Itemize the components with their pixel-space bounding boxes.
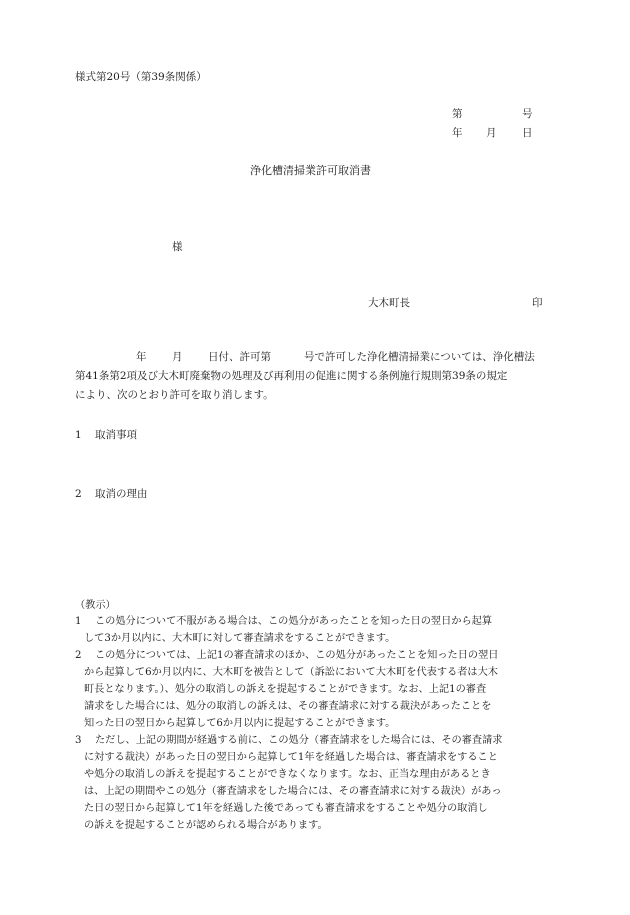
item-label: 取消事項 [95,429,137,441]
notice-3-line-6: の訴えを提起することが認められる場合があります。 [84,820,328,831]
notice-2-line-2: から起算して6か月以内に、大木町を被告として（訴訟において大木町を代表する者は大木 [84,667,498,678]
notice-2-line-5: 知った日の翌日から起算して6か月以内に提起することができます。 [84,718,396,729]
ref-day: 日 [522,127,533,139]
item-number: 1 [75,429,82,441]
ref-month: 月 [486,127,497,139]
notice-3-line-4: は、上記の期間やこの処分（審査請求をした場合には、その審査請求に対する裁決）があっ [84,786,502,797]
body-line-2: 第41条第2項及び大木町廃棄物の処理及び再利用の促進に関する条例施行規則第39条の規定 [75,370,508,382]
notice-1-number: 1 [75,616,82,627]
document-title: 浄化槽清掃業許可取消書 [250,164,371,177]
notice-3-line-5: た日の翌日から起算して1年を経過した後であっても審査請求をすることや処分の取消し [84,803,488,814]
notice-1-line-2: して3か月以内に、大木町に対して審査請求をすることができます。 [84,633,396,644]
notice-2-line-3: 町長となります。）、処分の取消しの訴えを提起することができます。なお、上記1の審査 [84,684,487,695]
notice-3-line-3: や処分の取消しの訴えを提起することができなくなります。なお、正当な理由があるとき [84,769,491,780]
notice-2-line-4: 請求をした場合には、処分の取消しの訴えは、その審査請求に対する裁決があったことを [84,701,492,712]
ref-no-suffix: 号 [522,108,533,120]
issuer-name: 大木町長 [368,297,410,309]
notice-heading: （教示） [75,600,116,611]
notice-2-number: 2 [75,650,82,661]
body-line-3: により、次のとおり許可を取り消します。 [75,389,274,401]
notice-3-number: 3 [75,735,82,746]
item-number: 2 [75,488,82,500]
notice-3-line-1: ただし、上記の期間が経過する前に、この処分（審査請求をした場合には、その審査請求 [95,735,503,746]
form-number: 様式第20号（第39条関係） [75,71,207,83]
addressee-suffix: 様 [172,241,183,253]
notice-1-line-1: この処分について不服がある場合は、この処分があったことを知った日の翌日から起算 [95,616,493,627]
item-label: 取消の理由 [95,488,148,500]
notice-2-line-1: この処分については、上記1の審査請求のほか、この処分があったことを知った日の翌日 [95,650,499,661]
notice-3-line-2: に対する裁決）があった日の翌日から起算して1年を経過した場合は、審査請求をすること [84,752,498,763]
ref-no-prefix: 第 [452,108,463,120]
seal-mark: 印 [532,297,543,309]
ref-year: 年 [452,127,463,139]
